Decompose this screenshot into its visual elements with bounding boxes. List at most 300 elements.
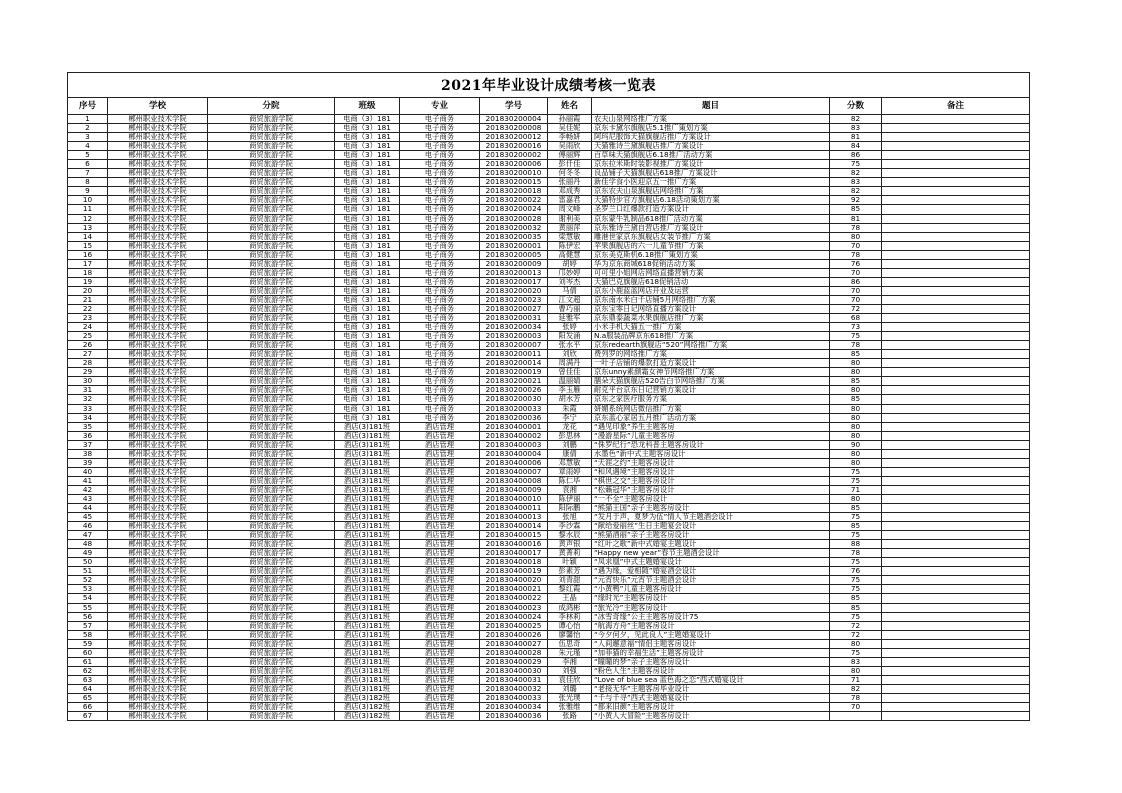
cell-college: 商贸旅游学院 <box>208 205 335 214</box>
table-row <box>68 205 1030 214</box>
cell-remark <box>882 224 1030 233</box>
table-row <box>68 405 1030 414</box>
cell-topic: 百草味天猫旗舰店6.18推广活动方案 <box>592 151 830 160</box>
cell-major: 电子商务 <box>400 296 480 305</box>
cell-class: 酒店(3)181班 <box>335 513 400 522</box>
table-row <box>68 459 1030 468</box>
cell-name: 邓慧敏 <box>548 459 592 468</box>
cell-student-id: 201830200014 <box>480 359 548 368</box>
cell-score: 80 <box>830 386 882 395</box>
cell-remark <box>882 703 1030 712</box>
table-row <box>68 269 1030 278</box>
table-row <box>68 323 1030 332</box>
cell-topic: 京东redearth旗舰店“520”网络推广方案 <box>592 341 830 350</box>
cell-major: 电子商务 <box>400 160 480 169</box>
cell-no: 29 <box>68 368 108 377</box>
cell-class: 电商（3）181 <box>335 196 400 205</box>
cell-college: 商贸旅游学院 <box>208 151 335 160</box>
cell-score <box>830 712 882 721</box>
cell-name: 李林莉 <box>548 613 592 622</box>
cell-class: 电商（3）181 <box>335 205 400 214</box>
cell-college: 商贸旅游学院 <box>208 323 335 332</box>
cell-college: 商贸旅游学院 <box>208 233 335 242</box>
cell-score: 72 <box>830 305 882 314</box>
cell-class: 酒店(3)181班 <box>335 640 400 649</box>
table-row <box>68 332 1030 341</box>
cell-student-id: 201830200035 <box>480 233 548 242</box>
cell-school: 郴州职业技术学院 <box>108 205 208 214</box>
cell-major: 酒店管理 <box>400 640 480 649</box>
cell-remark <box>882 233 1030 242</box>
cell-college: 商贸旅游学院 <box>208 242 335 251</box>
table-row <box>68 658 1030 667</box>
cell-topic: 耐克平台京东日记营销方案设计 <box>592 386 830 395</box>
cell-student-id: 201830400016 <box>480 540 548 549</box>
cell-student-id: 201830200027 <box>480 305 548 314</box>
cell-school: 郴州职业技术学院 <box>108 640 208 649</box>
cell-student-id: 201830200017 <box>480 278 548 287</box>
cell-college: 商贸旅游学院 <box>208 386 335 395</box>
cell-score: 78 <box>830 251 882 260</box>
cell-major: 电子商务 <box>400 205 480 214</box>
cell-topic: “遇为缘，爱相随”婚宴酒会设计 <box>592 567 830 576</box>
cell-school: 郴州职业技术学院 <box>108 215 208 224</box>
cell-college: 商贸旅游学院 <box>208 459 335 468</box>
cell-name: 周满丹 <box>548 359 592 368</box>
cell-remark <box>882 685 1030 694</box>
cell-no: 9 <box>68 187 108 196</box>
cell-major: 电子商务 <box>400 224 480 233</box>
cell-major: 电子商务 <box>400 323 480 332</box>
cell-topic: “熊猫酒丽”亲子主题客房设计 <box>592 531 830 540</box>
cell-name: 何冬冬 <box>548 169 592 178</box>
cell-college: 商贸旅游学院 <box>208 332 335 341</box>
cell-school: 郴州职业技术学院 <box>108 386 208 395</box>
cell-name: 胡水芳 <box>548 395 592 404</box>
cell-major: 电子商务 <box>400 233 480 242</box>
cell-score: 75 <box>830 477 882 486</box>
table-row <box>68 640 1030 649</box>
cell-class: 酒店(3)181班 <box>335 685 400 694</box>
cell-topic: 一叶子店铺的爆款打造方案设计 <box>592 359 830 368</box>
cell-student-id: 201830200009 <box>480 260 548 269</box>
cell-name: 黎红霞 <box>548 585 592 594</box>
cell-no: 55 <box>68 604 108 613</box>
cell-score: 85 <box>830 594 882 603</box>
cell-score: 72 <box>830 622 882 631</box>
cell-no: 67 <box>68 712 108 721</box>
cell-remark <box>882 477 1030 486</box>
cell-score: 82 <box>830 115 882 124</box>
cell-score: 75 <box>830 613 882 622</box>
cell-class: 电商（3）181 <box>335 142 400 151</box>
cell-school: 郴州职业技术学院 <box>108 305 208 314</box>
cell-class: 酒店(3)181班 <box>335 459 400 468</box>
cell-class: 电商（3）181 <box>335 151 400 160</box>
cell-school: 郴州职业技术学院 <box>108 622 208 631</box>
table-row <box>68 613 1030 622</box>
cell-student-id: 201830400036 <box>480 712 548 721</box>
cell-remark <box>882 468 1030 477</box>
cell-class: 酒店(3)181班 <box>335 604 400 613</box>
cell-major: 电子商务 <box>400 242 480 251</box>
cell-major: 电子商务 <box>400 196 480 205</box>
cell-class: 电商（3）181 <box>335 405 400 414</box>
cell-major: 酒店管理 <box>400 513 480 522</box>
cell-no: 21 <box>68 296 108 305</box>
cell-school: 郴州职业技术学院 <box>108 251 208 260</box>
cell-score: 75 <box>830 513 882 522</box>
cell-student-id: 201830400032 <box>480 685 548 694</box>
cell-school: 郴州职业技术学院 <box>108 423 208 432</box>
cell-no: 56 <box>68 613 108 622</box>
cell-score: 86 <box>830 278 882 287</box>
cell-remark <box>882 269 1030 278</box>
cell-student-id: 201830200004 <box>480 115 548 124</box>
cell-student-id: 201830200003 <box>480 332 548 341</box>
cell-student-id: 201830400008 <box>480 477 548 486</box>
table-row <box>68 196 1030 205</box>
cell-major: 酒店管理 <box>400 477 480 486</box>
cell-college: 商贸旅游学院 <box>208 567 335 576</box>
table-row <box>68 395 1030 404</box>
cell-topic: “发月于声，夏梦为伍”情人节主题酒会设计 <box>592 513 830 522</box>
cell-topic: 华为京东商城618促销活动方案 <box>592 260 830 269</box>
table-row <box>68 486 1030 495</box>
cell-class: 酒店(3)181班 <box>335 576 400 585</box>
cell-name: 曾佳佳 <box>548 368 592 377</box>
cell-college: 商贸旅游学院 <box>208 531 335 540</box>
cell-college: 商贸旅游学院 <box>208 196 335 205</box>
cell-school: 郴州职业技术学院 <box>108 450 208 459</box>
cell-major: 酒店管理 <box>400 486 480 495</box>
cell-name: 彭仟佳 <box>548 160 592 169</box>
header-college: 分院 <box>208 98 335 115</box>
cell-no: 63 <box>68 676 108 685</box>
cell-class: 电商（3）181 <box>335 305 400 314</box>
cell-college: 商贸旅游学院 <box>208 187 335 196</box>
cell-score: 75 <box>830 468 882 477</box>
cell-remark <box>882 386 1030 395</box>
cell-topic: 天猫雅诗兰黛旗舰店推广方案设计 <box>592 142 830 151</box>
cell-major: 电子商务 <box>400 133 480 142</box>
cell-major: 电子商务 <box>400 251 480 260</box>
cell-name: 胡婷 <box>548 260 592 269</box>
cell-class: 电商（3）181 <box>335 124 400 133</box>
cell-score: 78 <box>830 224 882 233</box>
cell-topic: 京东卡黛尔旗舰店5.1推广策划方案 <box>592 124 830 133</box>
cell-major: 电子商务 <box>400 142 480 151</box>
cell-school: 郴州职业技术学院 <box>108 296 208 305</box>
cell-score: 70 <box>830 703 882 712</box>
cell-school: 郴州职业技术学院 <box>108 594 208 603</box>
cell-remark <box>882 622 1030 631</box>
cell-major: 酒店管理 <box>400 658 480 667</box>
cell-college: 商贸旅游学院 <box>208 414 335 423</box>
cell-major: 酒店管理 <box>400 649 480 658</box>
cell-topic: “冰雪奇缘”公主主题客房设计75 <box>592 613 830 622</box>
cell-student-id: 201830200013 <box>480 269 548 278</box>
cell-remark <box>882 613 1030 622</box>
cell-class: 酒店(3)181班 <box>335 495 400 504</box>
cell-class: 酒店(3)181班 <box>335 613 400 622</box>
cell-class: 电商（3）181 <box>335 287 400 296</box>
cell-student-id: 201830400030 <box>480 667 548 676</box>
cell-major: 酒店管理 <box>400 676 480 685</box>
cell-college: 商贸旅游学院 <box>208 368 335 377</box>
cell-college: 商贸旅游学院 <box>208 423 335 432</box>
cell-student-id: 201830200015 <box>480 178 548 187</box>
cell-no: 5 <box>68 151 108 160</box>
cell-score: 85 <box>830 504 882 513</box>
cell-topic: “侏罗纪行”恐龙科普主题客房设计 <box>592 441 830 450</box>
cell-remark <box>882 486 1030 495</box>
cell-topic: 良品铺子天猫旗舰店618推广方案设计 <box>592 169 830 178</box>
cell-class: 电商（3）181 <box>335 278 400 287</box>
cell-class: 电商（3）181 <box>335 386 400 395</box>
table-row <box>68 341 1030 350</box>
cell-name: 章雨婷 <box>548 468 592 477</box>
cell-school: 郴州职业技术学院 <box>108 359 208 368</box>
cell-student-id: 201830400011 <box>480 504 548 513</box>
table-title: 2021年毕业设计成绩考核一览表 <box>68 73 1030 98</box>
cell-name: 张路 <box>548 712 592 721</box>
cell-remark <box>882 423 1030 432</box>
cell-remark <box>882 341 1030 350</box>
cell-name: 李玉雁 <box>548 386 592 395</box>
table-row <box>68 187 1030 196</box>
cell-school: 郴州职业技术学院 <box>108 504 208 513</box>
cell-major: 酒店管理 <box>400 576 480 585</box>
cell-topic: “熊猫王国”亲子主题客房设计 <box>592 504 830 513</box>
cell-college: 商贸旅游学院 <box>208 224 335 233</box>
cell-remark <box>882 332 1030 341</box>
cell-school: 郴州职业技术学院 <box>108 486 208 495</box>
table-row <box>68 712 1030 721</box>
cell-major: 电子商务 <box>400 350 480 359</box>
cell-score: 88 <box>830 540 882 549</box>
cell-college: 商贸旅游学院 <box>208 395 335 404</box>
cell-no: 13 <box>68 224 108 233</box>
cell-score: 85 <box>830 377 882 386</box>
cell-school: 郴州职业技术学院 <box>108 549 208 558</box>
cell-score: 78 <box>830 694 882 703</box>
cell-remark <box>882 323 1030 332</box>
cell-score: 83 <box>830 658 882 667</box>
cell-topic: 圣罗兰口红爆款打造方案设计 <box>592 205 830 214</box>
cell-student-id: 201830200012 <box>480 133 548 142</box>
cell-name: 廖馨怡 <box>548 631 592 640</box>
cell-school: 郴州职业技术学院 <box>108 414 208 423</box>
cell-major: 酒店管理 <box>400 694 480 703</box>
cell-class: 酒店(3)181班 <box>335 658 400 667</box>
cell-student-id: 201830400018 <box>480 558 548 567</box>
cell-major: 电子商务 <box>400 395 480 404</box>
table-row <box>68 649 1030 658</box>
table-row <box>68 522 1030 531</box>
table-row <box>68 504 1030 513</box>
cell-school: 郴州职业技术学院 <box>108 350 208 359</box>
table-row <box>68 314 1030 323</box>
cell-student-id: 201830400015 <box>480 531 548 540</box>
cell-name: 阳发涌 <box>548 332 592 341</box>
cell-remark <box>882 450 1030 459</box>
table-row <box>68 703 1030 712</box>
cell-student-id: 201830200024 <box>480 205 548 214</box>
cell-remark <box>882 432 1030 441</box>
cell-no: 44 <box>68 504 108 513</box>
cell-topic: “小黄人大冒险”主题客房设计 <box>592 712 830 721</box>
cell-class: 电商（3）181 <box>335 224 400 233</box>
cell-no: 1 <box>68 115 108 124</box>
table-row <box>68 115 1030 124</box>
cell-no: 35 <box>68 423 108 432</box>
cell-class: 酒店(3)181班 <box>335 441 400 450</box>
cell-no: 2 <box>68 124 108 133</box>
cell-class: 电商（3）181 <box>335 395 400 404</box>
cell-remark <box>882 160 1030 169</box>
cell-name: 江文超 <box>548 296 592 305</box>
cell-school: 郴州职业技术学院 <box>108 604 208 613</box>
cell-college: 商贸旅游学院 <box>208 667 335 676</box>
table-row <box>68 531 1030 540</box>
cell-class: 酒店(3)181班 <box>335 432 400 441</box>
cell-major: 酒店管理 <box>400 667 480 676</box>
cell-major: 酒店管理 <box>400 613 480 622</box>
cell-name: 黄丽萍 <box>548 224 592 233</box>
cell-no: 18 <box>68 269 108 278</box>
cell-major: 电子商务 <box>400 178 480 187</box>
cell-class: 电商（3）181 <box>335 215 400 224</box>
cell-no: 11 <box>68 205 108 214</box>
cell-name: 黄菁莉 <box>548 549 592 558</box>
cell-college: 商贸旅游学院 <box>208 585 335 594</box>
cell-name: 张丽丹 <box>548 178 592 187</box>
cell-no: 47 <box>68 531 108 540</box>
cell-score: 80 <box>830 423 882 432</box>
cell-remark <box>882 142 1030 151</box>
cell-school: 郴州职业技术学院 <box>108 703 208 712</box>
cell-student-id: 201830200031 <box>480 314 548 323</box>
cell-score: 70 <box>830 269 882 278</box>
cell-name: 张旭 <box>548 513 592 522</box>
cell-score: 90 <box>830 441 882 450</box>
cell-remark <box>882 576 1030 585</box>
table-row <box>68 685 1030 694</box>
cell-student-id: 201830200028 <box>480 215 548 224</box>
cell-college: 商贸旅游学院 <box>208 142 335 151</box>
cell-no: 30 <box>68 377 108 386</box>
cell-name: 叶颖 <box>548 558 592 567</box>
cell-no: 3 <box>68 133 108 142</box>
cell-remark <box>882 504 1030 513</box>
cell-name: 黎水辰 <box>548 531 592 540</box>
cell-remark <box>882 169 1030 178</box>
cell-topic: 水墨色”新中式主题客房设计 <box>592 450 830 459</box>
cell-name: 李畅妍 <box>548 133 592 142</box>
cell-name: 温丽婧 <box>548 377 592 386</box>
cell-no: 25 <box>68 332 108 341</box>
cell-college: 商贸旅游学院 <box>208 613 335 622</box>
cell-remark <box>882 540 1030 549</box>
cell-student-id: 201830400006 <box>480 459 548 468</box>
cell-score: 80 <box>830 432 882 441</box>
cell-class: 酒店(3)181班 <box>335 567 400 576</box>
cell-school: 郴州职业技术学院 <box>108 287 208 296</box>
cell-class: 酒店(3)181班 <box>335 504 400 513</box>
cell-remark <box>882 242 1030 251</box>
cell-major: 酒店管理 <box>400 594 480 603</box>
cell-no: 4 <box>68 142 108 151</box>
cell-topic: “漫游星际”儿童主题客房 <box>592 432 830 441</box>
cell-topic: “元宵快乐”元宵节主题酒会设计 <box>592 576 830 585</box>
cell-name: 谢利美 <box>548 215 592 224</box>
cell-student-id: 201830400009 <box>480 486 548 495</box>
cell-class: 酒店(3)182班 <box>335 703 400 712</box>
cell-class: 酒店(3)181班 <box>335 531 400 540</box>
cell-major: 电子商务 <box>400 187 480 196</box>
cell-no: 58 <box>68 631 108 640</box>
cell-school: 郴州职业技术学院 <box>108 395 208 404</box>
cell-major: 酒店管理 <box>400 504 480 513</box>
cell-remark <box>882 604 1030 613</box>
cell-score: 82 <box>830 187 882 196</box>
cell-topic: 妍媚系统网店微信推广方案 <box>592 405 830 414</box>
cell-student-id: 201830200018 <box>480 187 548 196</box>
cell-remark <box>882 151 1030 160</box>
cell-topic: “都来旧颜”主题客房设计 <box>592 703 830 712</box>
cell-no: 66 <box>68 703 108 712</box>
cell-no: 32 <box>68 395 108 404</box>
cell-school: 郴州职业技术学院 <box>108 115 208 124</box>
cell-college: 商贸旅游学院 <box>208 495 335 504</box>
cell-student-id: 201830400003 <box>480 441 548 450</box>
cell-name: 邝妙婷 <box>548 269 592 278</box>
table-row <box>68 368 1030 377</box>
cell-no: 41 <box>68 477 108 486</box>
cell-no: 27 <box>68 350 108 359</box>
cell-score: 81 <box>830 215 882 224</box>
cell-name: 刘欣 <box>548 350 592 359</box>
cell-student-id: 201830400029 <box>480 658 548 667</box>
cell-topic: “和风遇境”主题客房设计 <box>592 468 830 477</box>
cell-name: 李沙霖 <box>548 522 592 531</box>
cell-class: 电商（3）181 <box>335 414 400 423</box>
cell-topic: 农夫山泉网络推广方案 <box>592 115 830 124</box>
cell-score: 78 <box>830 549 882 558</box>
cell-major: 电子商务 <box>400 405 480 414</box>
cell-major: 电子商务 <box>400 332 480 341</box>
cell-no: 37 <box>68 441 108 450</box>
cell-no: 34 <box>68 414 108 423</box>
table-row <box>68 215 1030 224</box>
cell-class: 酒店(3)181班 <box>335 676 400 685</box>
cell-college: 商贸旅游学院 <box>208 658 335 667</box>
cell-name: 高健慧 <box>548 251 592 260</box>
cell-class: 酒店(3)181班 <box>335 649 400 658</box>
cell-score: 92 <box>830 196 882 205</box>
cell-topic: 天猫巴克旗舰店618促销活动 <box>592 278 830 287</box>
cell-topic: “旅光冷”主题客房设计 <box>592 604 830 613</box>
cell-remark <box>882 251 1030 260</box>
cell-class: 酒店(3)181班 <box>335 558 400 567</box>
score-table <box>67 72 1030 721</box>
cell-no: 6 <box>68 160 108 169</box>
cell-school: 郴州职业技术学院 <box>108 314 208 323</box>
cell-major: 酒店管理 <box>400 522 480 531</box>
cell-class: 酒店(3)181班 <box>335 585 400 594</box>
cell-student-id: 201830400031 <box>480 676 548 685</box>
